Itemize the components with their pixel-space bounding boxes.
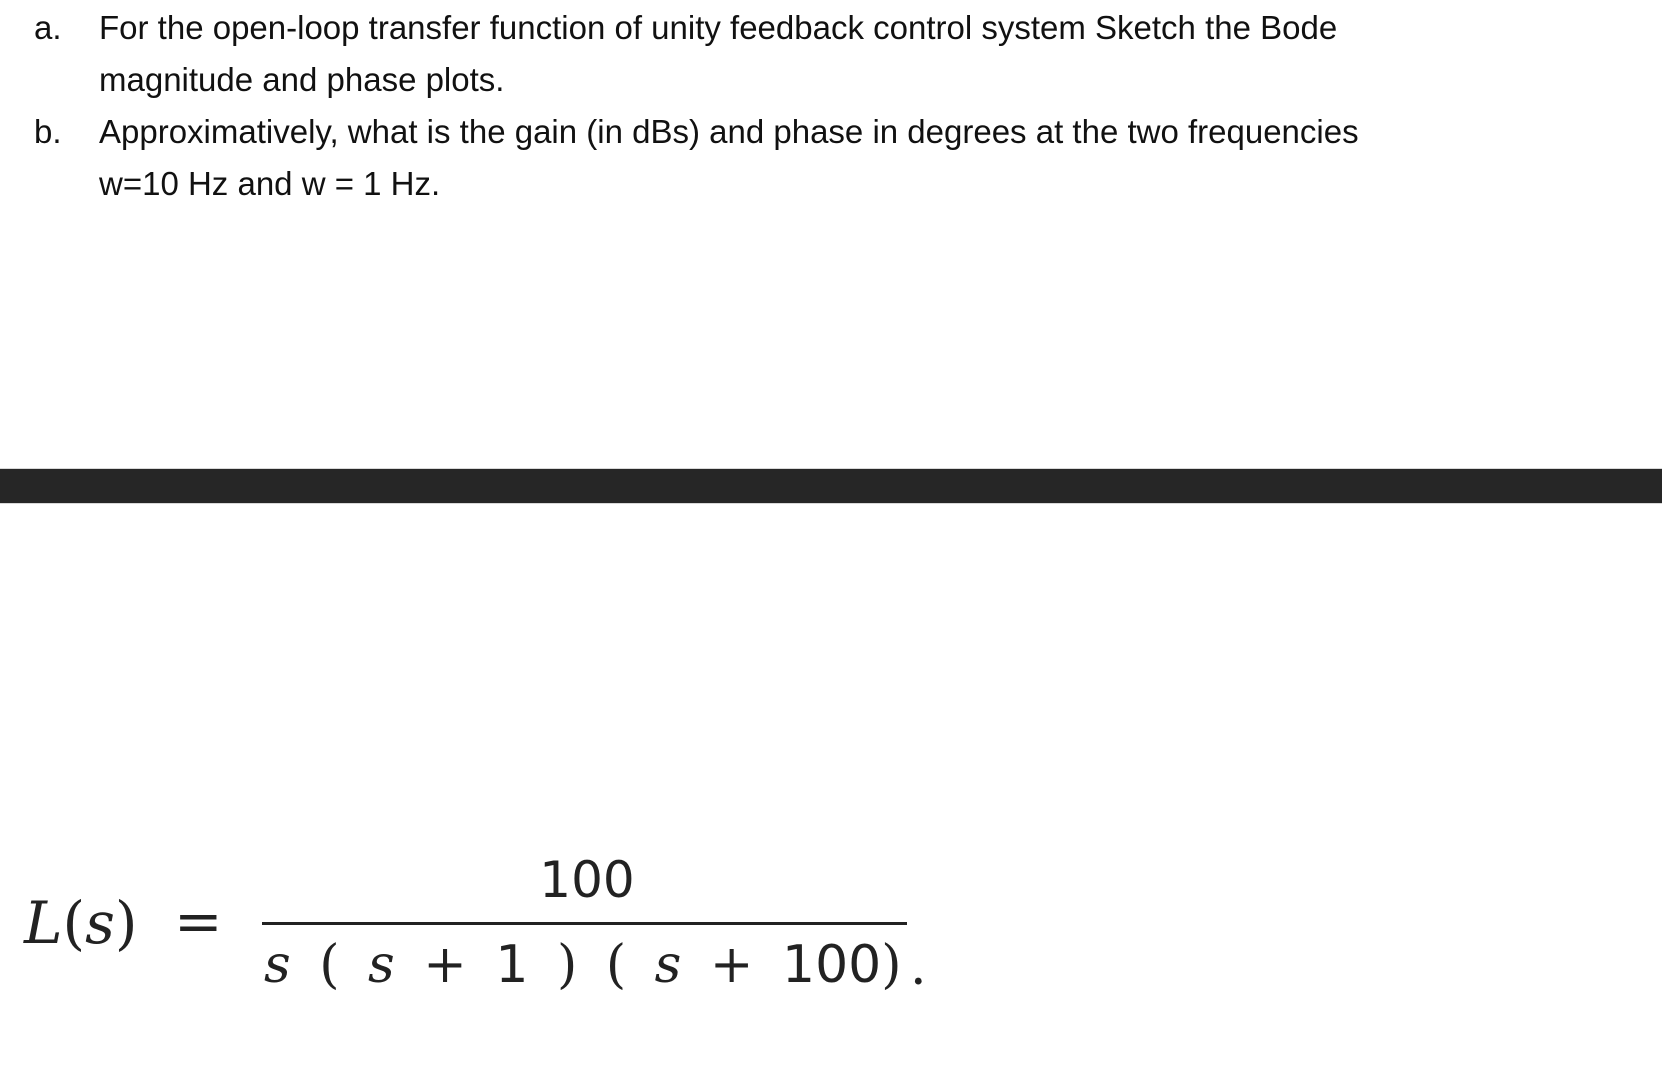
transfer-function-formula xyxy=(0,840,1662,1020)
lhs-open-paren: ( xyxy=(62,889,86,957)
denominator-open-1: ( xyxy=(319,935,340,995)
fraction xyxy=(262,840,912,1020)
numerator: 100 xyxy=(539,851,635,909)
denominator-s-2: s xyxy=(654,935,682,995)
denominator-plus-2: + xyxy=(709,935,754,995)
denominator-plus-1: + xyxy=(423,935,467,995)
denominator-open-2: ( xyxy=(605,935,627,995)
lhs-close-paren: ) xyxy=(114,889,138,957)
denominator-s-1: s xyxy=(368,935,395,995)
lhs-symbol: L xyxy=(24,889,63,957)
denominator-close-1: ) xyxy=(557,935,578,995)
denominator xyxy=(264,930,902,1000)
divider-band xyxy=(0,468,1662,504)
denominator-s: s xyxy=(264,935,291,995)
denominator-one: 1 xyxy=(495,935,529,995)
denominator-close-2: ) xyxy=(881,935,902,995)
question-marker-a: a. xyxy=(34,9,62,46)
question-a-line-2: magnitude and phase plots. xyxy=(99,61,505,98)
denominator-hundred: 100 xyxy=(781,935,882,995)
question-b-line-1: Approximatively, what is the gain (in dBs) and phase in degrees at the two frequencies xyxy=(99,113,1359,150)
equals-sign: = xyxy=(174,887,223,955)
question-text-a xyxy=(99,2,1579,106)
question-text-b xyxy=(99,106,1579,210)
question-b-line-2: w=10 Hz and w = 1 Hz. xyxy=(99,165,441,202)
fraction-bar xyxy=(262,922,907,925)
lhs-variable: s xyxy=(85,889,115,957)
formula-trailing-dot: . xyxy=(910,937,927,997)
question-marker-b: b. xyxy=(34,113,62,150)
formula-lhs xyxy=(24,888,138,958)
question-a-line-1: For the open-loop transfer function of unity feedback control system Sketch the Bode xyxy=(99,9,1338,46)
